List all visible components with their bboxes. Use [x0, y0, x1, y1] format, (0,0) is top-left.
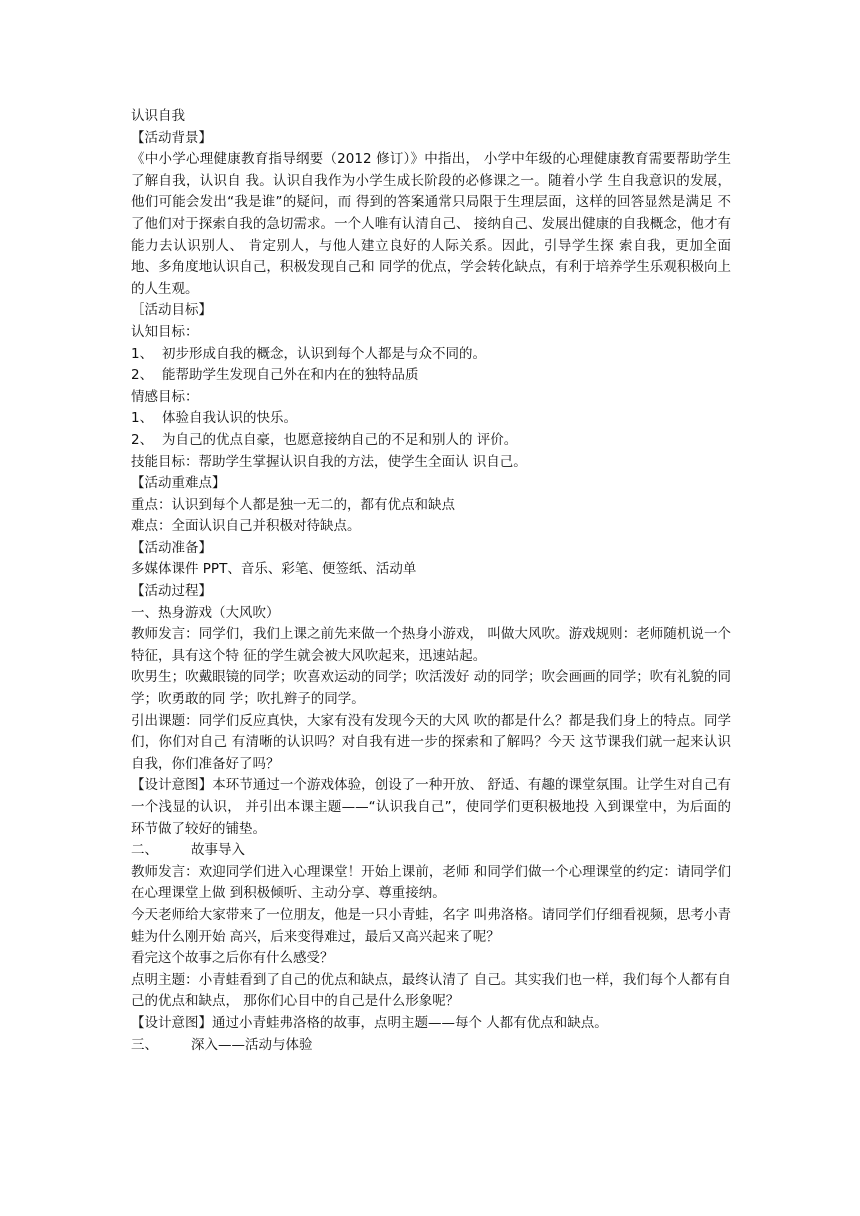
document-body	[131, 106, 731, 1056]
preparation-paragraph: 多媒体课件 PPT、音乐、彩笔、便签纸、活动单	[131, 561, 417, 578]
background-paragraph: 《中小学心理健康教育指导纲要（2012 修订）》中指出， 小学中年级的心理健康教育需要帮助学生了解自我，认识自 我。认识自我作为小学生成长阶段的必修课之一。随着小学 生自我意识的发展，他们可能会发出“我是谁”的疑问，而 得到的答案通常只局限于生理层面，这样的回答显然是满足 不了他们对于探索自我的急切需求。一个人唯有认清自己、 接纳自己、发展出健康的自我概念，他才有能力去认识别人、 肯定别人，与他人建立良好的人际关系。因此，引导学生探 索自我，更加全面地、多角度地认识自己，积极发现自己和 同学的优点，学会转化缺点，有利于培养学生乐观积极向上 的人生观。	[131, 151, 731, 297]
list-item	[131, 408, 731, 430]
goals-heading: ［活动目标】	[131, 302, 212, 319]
list-item-number: 2、	[131, 431, 154, 448]
section-2-design-intent: 【设计意图】通过小青蛙弗洛格的故事，点明主题——每个 人都有优点和缺点。	[131, 1014, 608, 1031]
emotional-goals-label: 情感目标：	[131, 388, 199, 405]
section-1-paragraph-2: 吹男生；吹戴眼镜的同学；吹喜欢运动的同学；吹活泼好 动的同学；吹会画画的同学；吹有礼貌的同学；吹勇敢的同 学；吹扎辫子的同学。	[131, 669, 731, 708]
section-3-heading	[131, 1035, 731, 1057]
section-3-title: 深入——活动与体验	[191, 1036, 313, 1053]
list-item-text: 为自己的优点自豪，也愿意接纳自己的不足和别人的 评价。	[162, 431, 518, 448]
list-item-number: 1、	[131, 345, 154, 362]
section-2-title: 故事导入	[191, 842, 245, 859]
section-2-paragraph-1: 教师发言：欢迎同学们进入心理课堂！开始上课前，老师 和同学们做一个心理课堂的约定：请同学们在心理课堂上做 到积极倾听、主动分享、尊重接纳。	[131, 863, 731, 902]
section-2-paragraph-4: 点明主题：小青蛙看到了自己的优点和缺点，最终认清了 自己。其实我们也一样，我们每个人都有自己的优点和缺点， 那你们心目中的自己是什么形象呢？	[131, 971, 731, 1010]
list-item-text: 能帮助学生发现自己外在和内在的独特品质	[162, 367, 419, 384]
key-difficult-heading: 【活动重难点】	[131, 475, 226, 492]
list-item	[131, 365, 731, 387]
document-title: 认识自我	[131, 108, 185, 124]
section-1-paragraph-1: 教师发言：同学们，我们上课之前先来做一个热身小游戏， 叫做大风吹。游戏规则：老师随机说一个特征，具有这个特 征的学生就会被大风吹起来，迅速站起。	[131, 626, 731, 664]
list-item-number: 1、	[131, 410, 154, 427]
key-point-paragraph: 重点：认识到每个人都是独一无二的，都有优点和缺点	[131, 496, 455, 513]
background-heading: 【活动背景】	[131, 129, 212, 146]
list-item	[131, 430, 731, 452]
list-item-number: 2、	[131, 367, 154, 384]
section-1-title: 一、热身游戏（大风吹）	[131, 604, 280, 621]
difficult-point-paragraph: 难点：全面认识自己并积极对待缺点。	[131, 518, 361, 535]
section-3-number: 三、	[131, 1036, 158, 1053]
section-1-design-intent: 【设计意图】本环节通过一个游戏体验，创设了一种开放、 舒适、有趣的课堂氛围。让学生对自己有一个浅显的认识， 并引出本课主题——“认识我自己”，使同学们更积极地投 入到课堂中，为后面的环节做了较好的铺垫。	[131, 777, 731, 837]
preparation-heading: 【活动准备】	[131, 539, 212, 556]
section-1-paragraph-3: 引出课题：同学们反应真快，大家有没有发现今天的大风 吹的都是什么？都是我们身上的特点。同学们，你们对自己 有清晰的认识吗？对自我有进一步的探索和了解吗？今天 这节课我们就一起来认识自我，你们准备好了吗？	[131, 712, 731, 772]
skill-goal-paragraph: 技能目标：帮助学生掌握认识自我的方法，使学生全面认 识自己。	[131, 453, 527, 470]
list-item-text: 初步形成自我的概念，认识到每个人都是与众不同的。	[162, 345, 486, 362]
section-2-paragraph-2: 今天老师给大家带来了一位朋友，他是一只小青蛙，名字 叫弗洛格。请同学们仔细看视频，思考小青蛙为什么刚开始 高兴，后来变得难过，最后又高兴起来了呢？	[131, 906, 731, 945]
section-2-number: 二、	[131, 842, 158, 859]
list-item	[131, 344, 731, 366]
list-item-text: 体验自我认识的快乐。	[162, 410, 297, 427]
cognitive-goals-label: 认知目标：	[131, 323, 199, 340]
section-2-heading	[131, 840, 731, 862]
section-2-paragraph-3: 看完这个故事之后你有什么感受？	[131, 950, 334, 967]
process-heading: 【活动过程】	[131, 583, 212, 600]
